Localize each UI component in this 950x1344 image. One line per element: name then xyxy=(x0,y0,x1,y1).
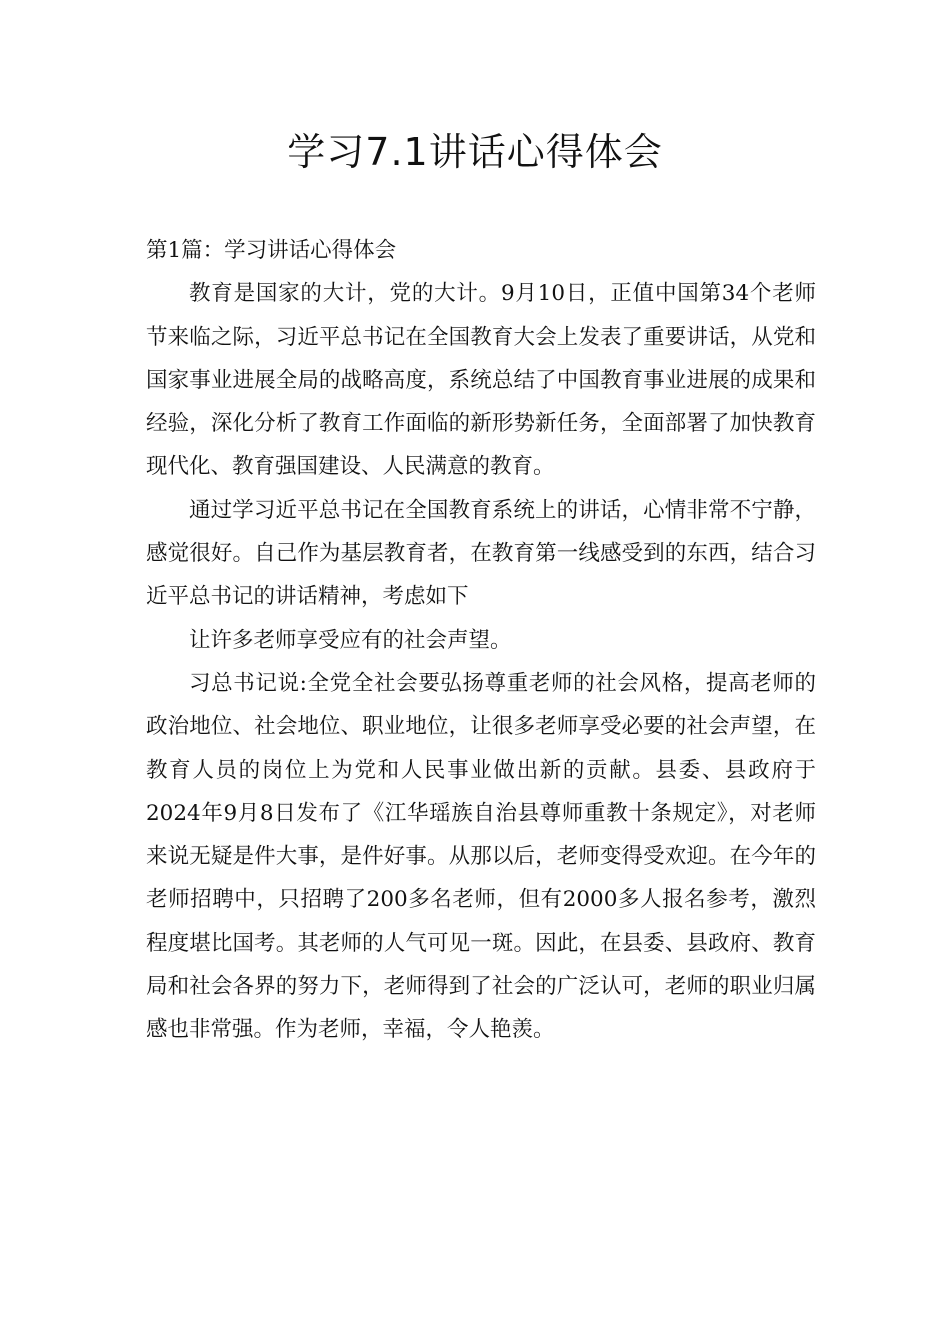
paragraph-4: 习总书记说:全党全社会要弘扬尊重老师的社会风格，提高老师的政治地位、社会地位、职业地位，让很多老师享受必要的社会声望，在教育人员的岗位上为党和人民事业做出新的贡献。县委、县政府于2024年9月8日发布了《江华瑶族自治县尊师重教十条规定》，对老师来说无疑是件大事，是件好事。从那以后，老师变得受欢迎。在今年的老师招聘中，只招聘了200多名老师，但有2000多人报名参考，激烈程度堪比国考。其老师的人气可见一斑。因此，在县委、县政府、教育局和社会各界的努力下，老师得到了社会的广泛认可，老师的职业归属感也非常强。作为老师，幸福，令人艳羡。 xyxy=(146,670,816,1043)
document-title: 学习7.1讲话心得体会 xyxy=(287,130,663,174)
paragraph-2: 通过学习近平总书记在全国教育系统上的讲话，心情非常不宁静，感觉很好。自己作为基层教育者，在教育第一线感受到的东西，结合习近平总书记的讲话精神，考虑如下 xyxy=(146,497,816,610)
document-body xyxy=(146,229,816,1052)
paragraph-1: 教育是国家的大计，党的大计。9月10日，正值中国第34个老师节来临之际，习近平总书记在全国教育大会上发表了重要讲话，从党和国家事业进展全局的战略高度，系统总结了中国教育事业进展的成果和经验，深化分析了教育工作面临的新形势新任务，全面部署了加快教育现代化、教育强国建设、人民满意的教育。 xyxy=(146,281,816,480)
section-heading: 第1篇：学习讲话心得体会 xyxy=(146,238,397,263)
paragraph-3: 让许多老师享受应有的社会声望。 xyxy=(189,627,512,653)
